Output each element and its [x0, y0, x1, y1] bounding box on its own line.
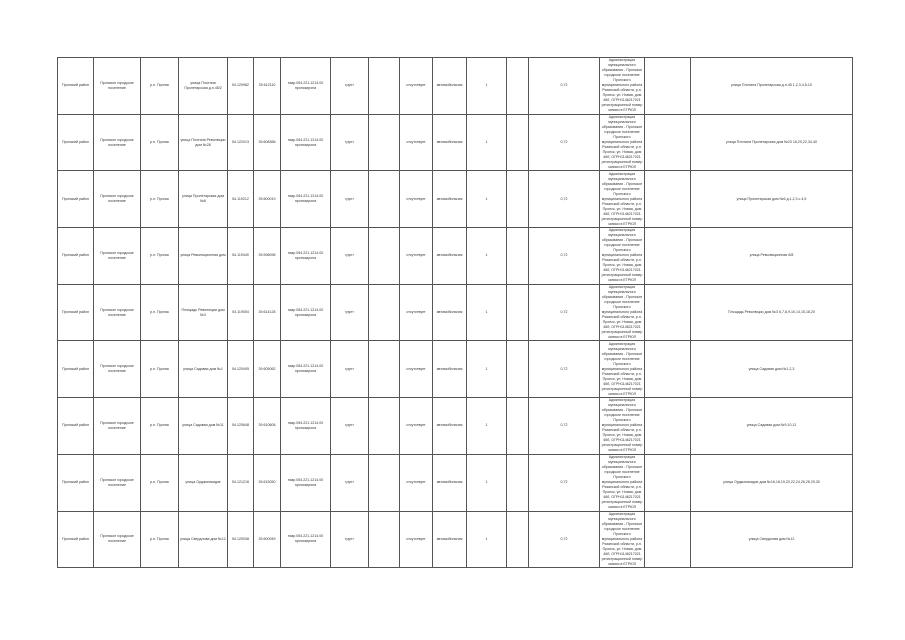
locality-cell: р.п. Пронск: [141, 341, 179, 398]
settlement-cell: Пронское городское поселение: [94, 228, 141, 285]
settlement-cell: Пронское городское поселение: [94, 454, 141, 511]
served-addresses-cell: улица Пролетарская дом №6 д.1,2,3 с.4,5: [691, 171, 853, 228]
address-cell: улица Пролетарская дом №6: [179, 171, 228, 228]
table-row: [58, 341, 853, 398]
area-cell: 0,72: [529, 511, 600, 568]
empty-cell: [507, 284, 529, 341]
owner-cell: Администрация муниципального образования - Пронское городское поселение Пронского муниципального района Рязанской области, р.п. Пронск, ул. Новая, дом 46б, ОГРН1146217021 регистрационный номер записи в ЕГРЮЛ: [600, 398, 645, 455]
status-cell: отсутствует: [400, 228, 433, 285]
longitude-cell: 39.610606: [254, 398, 281, 455]
address-cell: улица Революционная дом: [179, 228, 228, 285]
empty-cell: [507, 511, 529, 568]
surface-cell: грунт: [331, 511, 369, 568]
count-cell: 1: [467, 454, 507, 511]
served-addresses-cell: улица Садовая дом №9,10,11: [691, 398, 853, 455]
area-cell: 0,72: [529, 171, 600, 228]
table-row: [58, 171, 853, 228]
settlement-cell: Пронское городское поселение: [94, 398, 141, 455]
purpose-cell: автомобильная: [433, 511, 467, 568]
locality-cell: р.п. Пронск: [141, 284, 179, 341]
surface-cell: грунт: [331, 171, 369, 228]
owner-cell: Администрация муниципального образования - Пронское городское поселение Пронского муниципального района Рязанской области, р.п. Пронск, ул. Новая, дом 46б, ОГРН1146217021 регистрационный номер записи в ЕГРЮЛ: [600, 341, 645, 398]
table-row: [58, 114, 853, 171]
count-cell: 1: [467, 58, 507, 115]
status-cell: отсутствует: [400, 398, 433, 455]
status-cell: отсутствует: [400, 114, 433, 171]
latitude-cell: 54.119212: [228, 171, 254, 228]
empty-cell: [507, 341, 529, 398]
empty-cell: [645, 171, 691, 228]
served-addresses-cell: Площадь Революции дом №3 6,7,8,9,10,14,15,18,20: [691, 284, 853, 341]
surface-cell: грунт: [331, 114, 369, 171]
status-cell: отсутствует: [400, 171, 433, 228]
table-row: [58, 228, 853, 285]
empty-cell: [369, 171, 400, 228]
locality-cell: р.п. Пронск: [141, 171, 179, 228]
empty-cell: [369, 284, 400, 341]
owner-cell: Администрация муниципального образования - Пронское городское поселение Пронского муниципального района Рязанской области, р.п. Пронск, ул. Новая, дом 46б, ОГРН1146217021 регистрационный номер записи в ЕГРЮЛ: [600, 171, 645, 228]
surface-cell: грунт: [331, 341, 369, 398]
longitude-cell: 39.605062: [254, 341, 281, 398]
latitude-cell: 54.119440: [228, 228, 254, 285]
longitude-cell: 39.600949: [254, 511, 281, 568]
empty-cell: [645, 114, 691, 171]
empty-cell: [369, 58, 400, 115]
status-cell: отсутствует: [400, 284, 433, 341]
latitude-cell: 54.119054: [228, 284, 254, 341]
district-cell: Пронский район: [58, 511, 94, 568]
surface-cell: грунт: [331, 284, 369, 341]
object-cell: назр.054.221.1214.00 пронскирона: [281, 341, 331, 398]
locality-cell: р.п. Пронск: [141, 398, 179, 455]
served-addresses-cell: улица Плотина Пролетарская дом №23 16,20,22,34-40: [691, 114, 853, 171]
address-cell: улица Свердлова дом №12: [179, 511, 228, 568]
object-cell: назр.054.221.1214.00 пронскирона: [281, 228, 331, 285]
purpose-cell: автомобильная: [433, 58, 467, 115]
latitude-cell: 54.120038: [228, 511, 254, 568]
longitude-cell: 39.614128: [254, 284, 281, 341]
owner-cell: Администрация муниципального образования - Пронское городское поселение Пронского муниципального района Рязанской области, р.п. Пронск, ул. Новая, дом 46б, ОГРН1146217021 регистрационный номер записи в ЕГРЮЛ: [600, 114, 645, 171]
object-cell: назр.054.221.1214.00 пронскирона: [281, 171, 331, 228]
address-cell: улица Садовая дом №11: [179, 398, 228, 455]
district-cell: Пронский район: [58, 454, 94, 511]
purpose-cell: автомобильная: [433, 284, 467, 341]
empty-cell: [507, 114, 529, 171]
address-cell: улица Садовая дом №1: [179, 341, 228, 398]
empty-cell: [507, 228, 529, 285]
count-cell: 1: [467, 341, 507, 398]
settlement-cell: Пронское городское поселение: [94, 114, 141, 171]
empty-cell: [645, 228, 691, 285]
locality-cell: р.п. Пронск: [141, 454, 179, 511]
empty-cell: [507, 58, 529, 115]
longitude-cell: 39.596096: [254, 228, 281, 285]
district-cell: Пронский район: [58, 58, 94, 115]
area-cell: 0,72: [529, 228, 600, 285]
empty-cell: [369, 341, 400, 398]
purpose-cell: автомобильная: [433, 171, 467, 228]
area-cell: 0,72: [529, 454, 600, 511]
surface-cell: грунт: [331, 454, 369, 511]
district-cell: Пронский район: [58, 228, 94, 285]
served-addresses-cell: улица Революционная 6/8: [691, 228, 853, 285]
empty-cell: [369, 228, 400, 285]
purpose-cell: автомобильная: [433, 114, 467, 171]
latitude-cell: 54.120982: [228, 58, 254, 115]
count-cell: 1: [467, 114, 507, 171]
longitude-cell: 39.612110: [254, 58, 281, 115]
area-cell: 0,72: [529, 58, 600, 115]
address-cell: улица Орджоникидзе: [179, 454, 228, 511]
district-cell: Пронский район: [58, 284, 94, 341]
empty-cell: [645, 398, 691, 455]
locality-cell: р.п. Пронск: [141, 511, 179, 568]
latitude-cell: 54.120495: [228, 341, 254, 398]
table-row: [58, 511, 853, 568]
owner-cell: Администрация муниципального образования - Пронское городское поселение Пронского муниципального района Рязанской области, р.п. Пронск, ул. Новая, дом 46б, ОГРН1146217021 регистрационный номер записи в ЕГРЮЛ: [600, 58, 645, 115]
latitude-cell: 54.120648: [228, 398, 254, 455]
settlement-cell: Пронское городское поселение: [94, 511, 141, 568]
district-cell: Пронский район: [58, 341, 94, 398]
empty-cell: [507, 454, 529, 511]
empty-cell: [369, 114, 400, 171]
empty-cell: [507, 398, 529, 455]
table-row: [58, 454, 853, 511]
served-addresses-cell: улица Свердлова дом №12: [691, 511, 853, 568]
empty-cell: [369, 454, 400, 511]
empty-cell: [645, 284, 691, 341]
locality-cell: р.п. Пронск: [141, 58, 179, 115]
district-cell: Пронский район: [58, 114, 94, 171]
address-cell: Площадь Революции дом №3: [179, 284, 228, 341]
area-cell: 0,72: [529, 114, 600, 171]
purpose-cell: автомобильная: [433, 341, 467, 398]
count-cell: 1: [467, 284, 507, 341]
settlement-cell: Пронское городское поселение: [94, 341, 141, 398]
owner-cell: Администрация муниципального образования - Пронское городское поселение Пронского муниципального района Рязанской области, р.п. Пронск, ул. Новая, дом 46б, ОГРН1146217021 регистрационный номер записи в ЕГРЮЛ: [600, 454, 645, 511]
purpose-cell: автомобильная: [433, 228, 467, 285]
district-cell: Пронский район: [58, 398, 94, 455]
area-cell: 0,72: [529, 284, 600, 341]
served-addresses-cell: улица Садовая дом №1,2,3: [691, 341, 853, 398]
empty-cell: [369, 511, 400, 568]
address-cell: улица Плотина Пролетарская д.н.45/2: [179, 58, 228, 115]
area-cell: 0,72: [529, 341, 600, 398]
object-cell: назр.054.221.1214.00 пронскирона: [281, 58, 331, 115]
object-cell: назр.054.221.1214.00 пронскирона: [281, 114, 331, 171]
count-cell: 1: [467, 171, 507, 228]
settlement-cell: Пронское городское поселение: [94, 171, 141, 228]
served-addresses-cell: улица Плотина Пролетарская д.н.45 1,2,3,4,5-10: [691, 58, 853, 115]
object-cell: назр.054.221.1214.00 пронскирона: [281, 398, 331, 455]
register-table: [57, 57, 853, 568]
empty-cell: [645, 58, 691, 115]
status-cell: отсутствует: [400, 341, 433, 398]
settlement-cell: Пронское городское поселение: [94, 284, 141, 341]
longitude-cell: 39.608366: [254, 114, 281, 171]
status-cell: отсутствует: [400, 58, 433, 115]
count-cell: 1: [467, 228, 507, 285]
status-cell: отсутствует: [400, 511, 433, 568]
owner-cell: Администрация муниципального образования - Пронское городское поселение Пронского муниципального района Рязанской области, р.п. Пронск, ул. Новая, дом 46б, ОГРН1146217021 регистрационный номер записи в ЕГРЮЛ: [600, 511, 645, 568]
table-row: [58, 284, 853, 341]
empty-cell: [645, 341, 691, 398]
served-addresses-cell: улица Орджоникидзе дом №16,18,19,20,22,24,26,28,29,30: [691, 454, 853, 511]
table-row: [58, 398, 853, 455]
purpose-cell: автомобильная: [433, 454, 467, 511]
count-cell: 1: [467, 511, 507, 568]
settlement-cell: Пронское городское поселение: [94, 58, 141, 115]
purpose-cell: автомобильная: [433, 398, 467, 455]
object-cell: назр.054.221.1214.00 пронскирона: [281, 454, 331, 511]
count-cell: 1: [467, 398, 507, 455]
empty-cell: [369, 398, 400, 455]
surface-cell: грунт: [331, 228, 369, 285]
locality-cell: р.п. Пронск: [141, 114, 179, 171]
surface-cell: грунт: [331, 398, 369, 455]
surface-cell: грунт: [331, 58, 369, 115]
longitude-cell: 39.615050: [254, 454, 281, 511]
latitude-cell: 54.122013: [228, 114, 254, 171]
object-cell: назр.054.221.1214.00 пронскирона: [281, 511, 331, 568]
table-row: [58, 58, 853, 115]
status-cell: отсутствует: [400, 454, 433, 511]
owner-cell: Администрация муниципального образования - Пронское городское поселение Пронского муниципального района Рязанской области, р.п. Пронск, ул. Новая, дом 46б, ОГРН1146217021 регистрационный номер записи в ЕГРЮЛ: [600, 284, 645, 341]
empty-cell: [507, 171, 529, 228]
district-cell: Пронский район: [58, 171, 94, 228]
latitude-cell: 54.121216: [228, 454, 254, 511]
owner-cell: Администрация муниципального образования - Пронское городское поселение Пронского муниципального района Рязанской области, р.п. Пронск, ул. Новая, дом 46б, ОГРН1146217021 регистрационный номер записи в ЕГРЮЛ: [600, 228, 645, 285]
locality-cell: р.п. Пронск: [141, 228, 179, 285]
longitude-cell: 39.600019: [254, 171, 281, 228]
object-cell: назр.054.221.1214.00 пронскирона: [281, 284, 331, 341]
area-cell: 0,72: [529, 398, 600, 455]
empty-cell: [645, 511, 691, 568]
address-cell: улица Плотина Революции дом №28: [179, 114, 228, 171]
empty-cell: [645, 454, 691, 511]
